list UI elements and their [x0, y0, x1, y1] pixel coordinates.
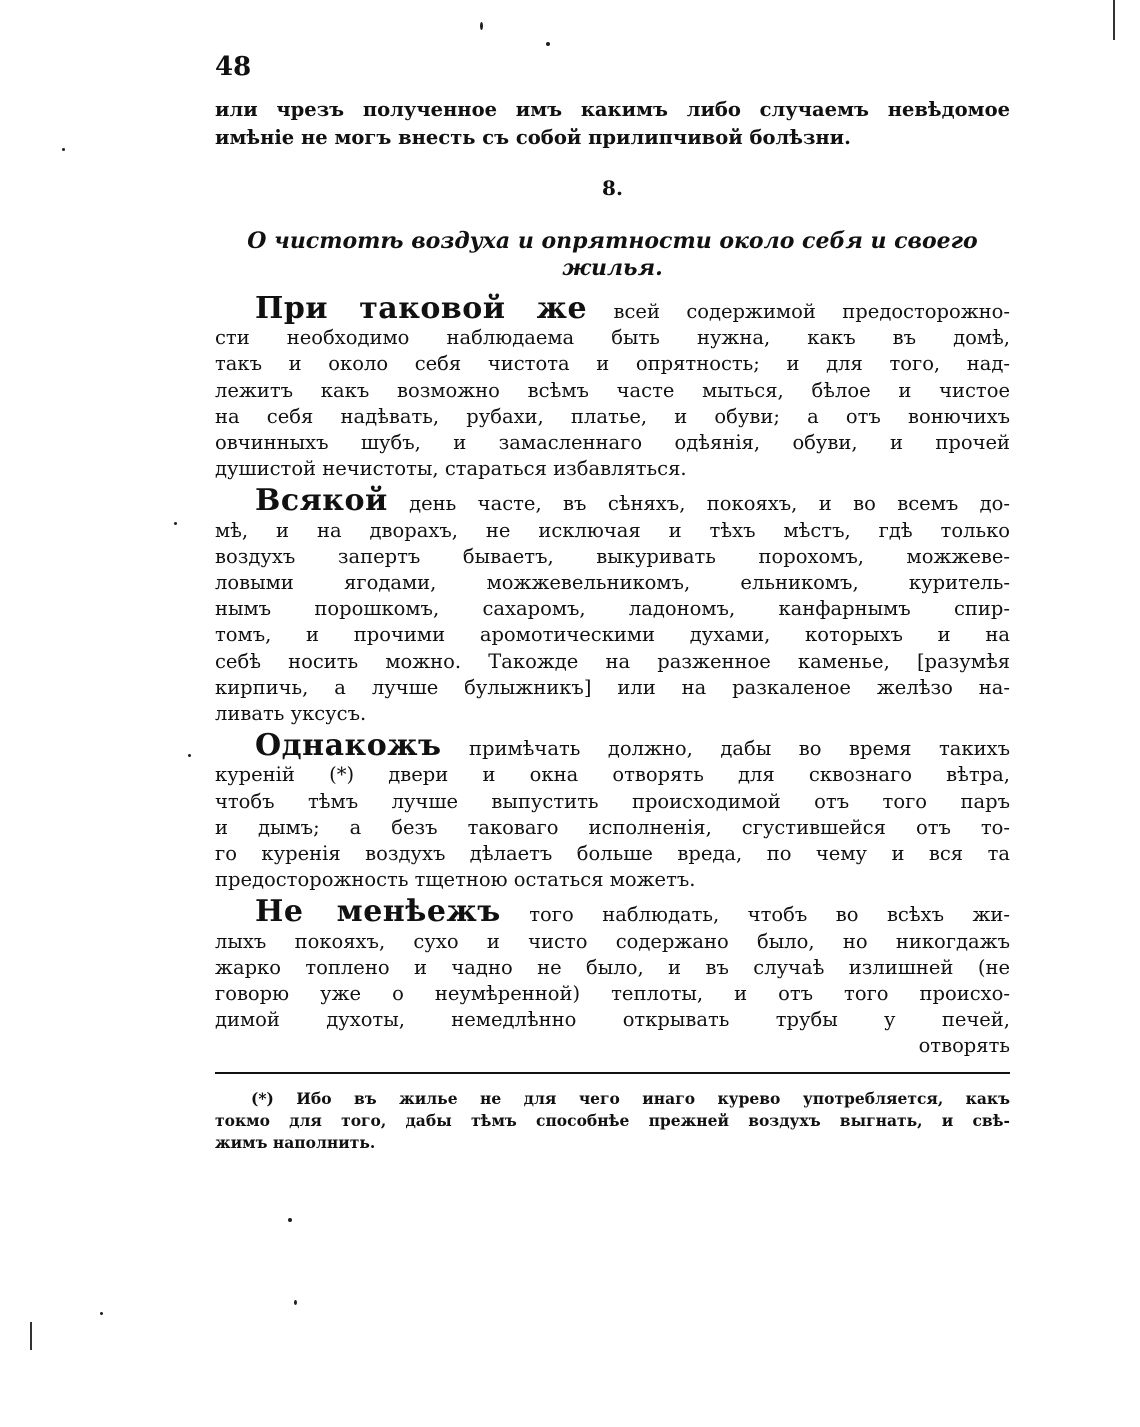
section-heading — [215, 228, 1010, 282]
text-line: душистой нечистоты, стараться избавляться. — [215, 457, 687, 481]
scan-speck — [480, 22, 483, 30]
paragraph-initial-words: Не менѣежъ — [255, 894, 501, 930]
text-line — [215, 728, 1010, 764]
text-line: ливать уксусъ. — [215, 702, 367, 726]
section-number: 8. — [602, 176, 623, 200]
text-line: нымъ порошкомъ, сахаромъ, ладономъ, канфарнымъ спир- — [215, 597, 1010, 621]
text-line: говорю уже о неумѣренной) теплоты, и отъ того происхо- — [215, 982, 1010, 1006]
paragraph — [215, 483, 1011, 727]
text-line: го куренія воздухъ дѣлаетъ больше вреда, по чему и вся та — [215, 842, 1010, 866]
text-line: такъ и около себя чистота и опрятность; и для того, над- — [215, 352, 1010, 376]
text-line: и дымъ; а безъ таковаго исполненія, сгустившейся отъ то- — [215, 815, 1010, 839]
text-run: примѣчать должно, дабы во время такихъ — [469, 737, 1010, 761]
text-line: воздухъ запертъ бываетъ, выкуривать порохомъ, можжеве- — [215, 544, 1010, 568]
footnote-line: (*) Ибо въ жилье не для чего инаго курево употребляется, какъ — [251, 1088, 1010, 1108]
scan-speck — [288, 1218, 292, 1222]
text-run: день часте, въ сѣняхъ, покояхъ, и во всемъ до- — [409, 492, 1011, 516]
footnote-divider — [215, 1072, 1010, 1074]
scan-edge-mark — [30, 1322, 32, 1350]
book-page — [215, 52, 1010, 1154]
text-line: лежитъ какъ возможно всѣмъ часте мыться, бѣлое и чистое — [215, 378, 1010, 402]
text-line: или чрезъ полученное имъ какимъ либо случаемъ невѣдомое — [215, 98, 1010, 121]
text-line: себѣ носить можно. Такожде на разженное каменье, [разумѣя — [215, 649, 1010, 673]
paragraph — [215, 728, 1010, 893]
text-line: жарко топлено и чадно не было, и въ случаѣ излишней (не — [215, 955, 1010, 979]
text-line: ловыми ягодами, можжевельникомъ, ельникомъ, куритель- — [215, 571, 1010, 595]
text-line — [215, 483, 1011, 519]
text-line: лыхъ покояхъ, сухо и чисто содержано было, но никогдажъ — [215, 929, 1010, 953]
text-run: всей содержимой предосторожно- — [613, 300, 1010, 323]
scan-speck — [62, 148, 65, 151]
scan-speck — [294, 1300, 297, 1305]
paragraph — [215, 894, 1011, 1059]
heading-line: жилья. — [562, 255, 663, 281]
text-line: кирпичь, а лучше булыжникъ] или на разкаленое желѣзо на- — [215, 675, 1010, 699]
text-line: димой духоты, немедлѣнно открывать трубы у печей, — [215, 1008, 1010, 1032]
text-line: куреній (*) двери и окна отворять для сквознаго вѣтра, — [215, 763, 1010, 787]
scan-speck — [546, 42, 550, 46]
footnote-line: жимъ наполнить. — [215, 1132, 376, 1152]
text-line — [215, 894, 1011, 930]
text-line — [215, 291, 1010, 326]
scan-speck — [174, 522, 177, 525]
footnote-line: токмо для того, дабы тѣмъ способнѣе прежней воздухъ выгнать, и свѣ- — [215, 1110, 1010, 1130]
text-line: имѣніе не могъ внесть съ собой прилипчивой болѣзни. — [215, 126, 851, 149]
paragraph-initial-words: Однакожъ — [255, 728, 442, 764]
text-line: овчинныхъ шубъ, и замасленнаго одѣянія, обуви, и прочей — [215, 431, 1010, 455]
continuation-text — [215, 96, 1010, 152]
text-line: мѣ, и на дворахъ, не исключая и тѣхъ мѣстъ, гдѣ только — [215, 518, 1010, 542]
paragraph-initial-words: При таковой же — [255, 291, 588, 326]
text-line: на себя надѣвать, рубахи, платье, и обуви; а отъ вонючихъ — [215, 404, 1010, 428]
text-line: предосторожность тщетною остаться можетъ. — [215, 868, 696, 892]
scan-edge-mark — [1113, 0, 1115, 40]
heading-line: О чистотѣ воздуха и опрятности около себя и своего — [247, 228, 978, 254]
page-number: 48 — [215, 52, 252, 82]
paragraph-initial-words: Всякой — [255, 483, 388, 519]
text-line: томъ, и прочими аромотическими духами, которыхъ и на — [215, 623, 1010, 647]
text-line: чтобъ тѣмъ лучше выпустить происходимой отъ того паръ — [215, 789, 1010, 813]
footnote — [215, 1088, 1010, 1154]
scan-speck — [188, 754, 191, 757]
catchword: отворять — [918, 1034, 1010, 1058]
text-line: сти необходимо наблюдаема быть нужна, какъ въ домѣ, — [215, 326, 1010, 350]
text-run: того наблюдать, чтобъ во всѣхъ жи- — [529, 903, 1011, 927]
paragraph — [215, 291, 1010, 482]
scan-speck — [100, 1312, 103, 1315]
